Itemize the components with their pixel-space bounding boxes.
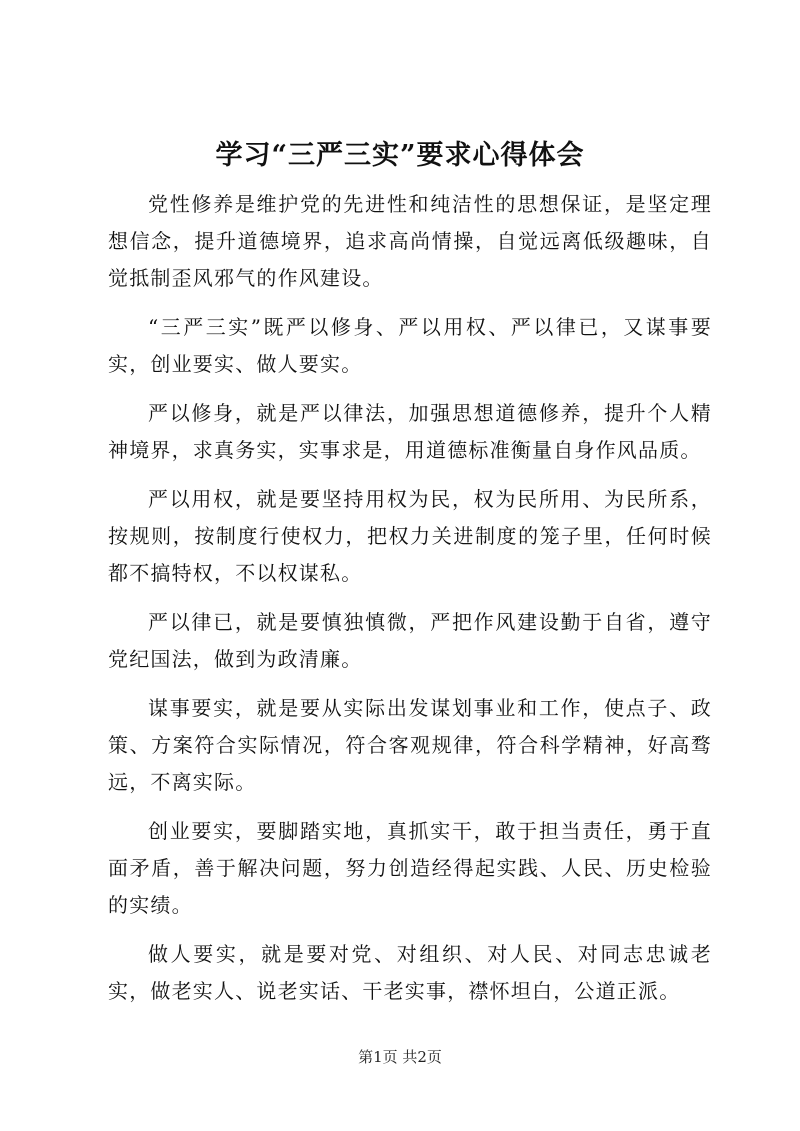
document-title: 学习“三严三实”要求心得体会 <box>215 140 585 171</box>
paragraph-8: 做人要实，就是要对党、对组织、对人民、对同志忠诚老实，做老实人、说老实话、干老实事，襟怀坦白，公道正派。 <box>108 942 712 1003</box>
paragraph-2: “三严三实”既严以修身、严以用权、严以律已，又谋事要实，创业要实、做人要实。 <box>108 315 712 376</box>
paragraph-3: 严以修身，就是严以律法，加强思想道德修养，提升个人精神境界，求真务实，实事求是，用道德标准衡量自身作风品质。 <box>108 401 712 462</box>
paragraph-7: 创业要实，要脚踏实地，真抓实干，敢于担当责任，勇于直面矛盾，善于解决问题，努力创造经得起实践、人民、历史检验的实绩。 <box>108 819 712 917</box>
document-body <box>108 186 712 1022</box>
page-number-footer: 第1页 共2页 <box>358 1048 442 1066</box>
paragraph-4: 严以用权，就是要坚持用权为民，权为民所用、为民所系，按规则，按制度行使权力，把权力关进制度的笼子里，任何时候都不搞特权，不以权谋私。 <box>108 487 712 585</box>
paragraph-6: 谋事要实，就是要从实际出发谋划事业和工作，使点子、政策、方案符合实际情况，符合客观规律，符合科学精神，好高骛远，不离实际。 <box>108 696 712 794</box>
paragraph-1: 党性修养是维护党的先进性和纯洁性的思想保证，是坚定理想信念，提升道德境界，追求高尚情操，自觉远离低级趣味，自觉抵制歪风邪气的作风建设。 <box>108 192 712 290</box>
paragraph-5: 严以律已，就是要慎独慎微，严把作风建设勤于自省，遵守党纪国法，做到为政清廉。 <box>108 610 712 671</box>
